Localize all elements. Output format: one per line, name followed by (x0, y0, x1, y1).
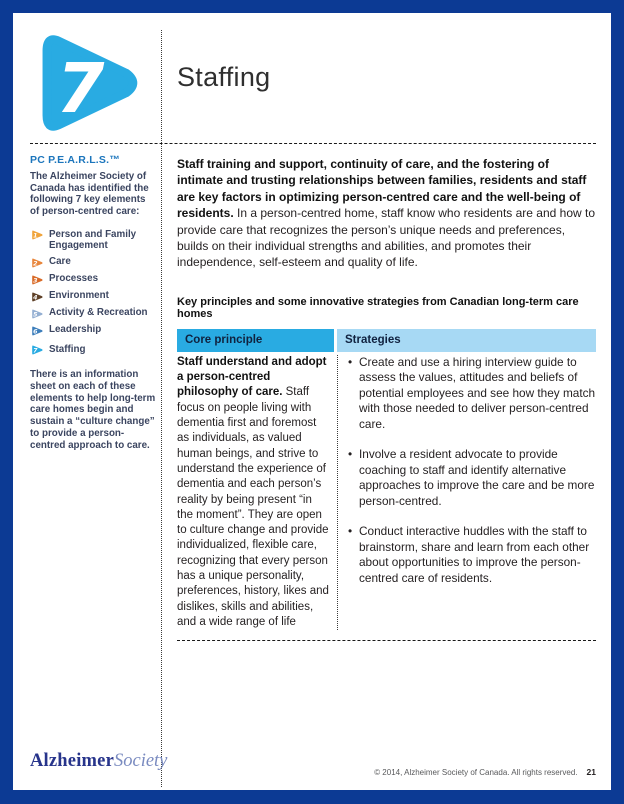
pearl-6-arrow-icon (30, 325, 44, 337)
strategy-item (348, 447, 596, 509)
principle-lead: Staff understand and adopt a person-centred philosophy of care. (177, 355, 327, 399)
principle-rest: Staff focus on people living with dementia first and foremost as individuals, as valued human beings, and strive to understand the experience of dementia and each person’s reality by being present “in the moment”. They are open to culture change and provide individualized, flexible care, recognizing that every person has a unique personality, preferences, history, likes and dislikes, skills and abilities, and a wide range of life (177, 386, 329, 628)
sidebar-item-processes (30, 273, 156, 286)
alzheimer-society-logo (30, 751, 167, 772)
strategy-text: Involve a resident advocate to provide coaching to staff and identify alternative approaches to improve the care and be more person-centred. (359, 447, 595, 508)
strategies-header: Strategies (337, 329, 596, 352)
pearl-7-arrow-icon (30, 344, 44, 356)
intro-rest: In a person-centred home, staff know who residents are and how to provide care that recognizes the person’s unique needs and preferences, builds on their individual strengths and abilities, and promotes their independence, self-esteem and quality of life. (177, 206, 596, 270)
svg-text:7: 7 (33, 347, 38, 355)
pearl-2-arrow-icon (30, 257, 44, 269)
svg-text:1: 1 (33, 232, 38, 240)
pearl-label: Person and Family Engagement (49, 228, 137, 252)
svg-text:3: 3 (33, 277, 38, 285)
bullet-icon: • (348, 354, 353, 369)
pearls-list (30, 229, 156, 357)
sidebar-note: There is an information sheet on each of these elements to help long-term care homes begin and sustain a “culture change” to provide a person-centred approach to care. (30, 369, 156, 451)
table-body-row (177, 355, 596, 641)
sidebar (30, 154, 156, 451)
pearl-label: Environment (49, 290, 109, 302)
chapter-7-arrow-logo (31, 27, 151, 144)
core-principle-cell (177, 355, 337, 630)
sidebar-item-person-and-family-engagement (30, 229, 156, 252)
sidebar-item-environment (30, 290, 156, 303)
sidebar-item-leadership (30, 324, 156, 337)
core-principle-header: Core principle (177, 329, 334, 352)
chapter-number: 7 (56, 49, 105, 130)
strategies-cell (337, 355, 596, 630)
sidebar-item-staffing (30, 344, 156, 357)
svg-text:6: 6 (33, 328, 38, 336)
pearl-4-arrow-icon (30, 291, 44, 303)
sidebar-item-activity-recreation (30, 307, 156, 320)
pearl-1-arrow-icon (30, 229, 44, 241)
strategy-text: Conduct interactive huddles with the staff to brainstorm, share and learn from each other about opportunities to improve the person-centred care of residents. (359, 524, 590, 585)
pearl-label: Activity & Recreation (49, 307, 148, 319)
intro-lead: Staff training and support, continuity of care, and the fostering of intimate and trusting relationships between families, residents and staff are key factors in optimizing person-centred care and the well-being of residents. (177, 157, 587, 221)
pearl-5-arrow-icon (30, 308, 44, 320)
sidebar-intro: The Alzheimer Society of Canada has identified the following 7 key elements of person-centred care: (30, 171, 149, 218)
logo-text-society: Society (113, 751, 168, 771)
intro-paragraph (177, 156, 596, 271)
main-content (177, 156, 596, 641)
pearl-label: Staffing (49, 343, 86, 355)
logo-text-alzheimer: Alzheimer (30, 751, 114, 771)
bullet-icon: • (348, 447, 353, 462)
table-heading: Key principles and some innovative strategies from Canadian long-term care homes (177, 295, 579, 320)
copyright-text: © 2014, Alzheimer Society of Canada. All rights reserved. (374, 768, 578, 777)
pearl-3-arrow-icon (30, 274, 44, 286)
svg-text:4: 4 (33, 294, 38, 302)
footer-copyright-row (374, 767, 596, 777)
play-arrow-icon (31, 27, 151, 139)
strategy-item (348, 355, 596, 433)
principles-table (177, 329, 596, 641)
table-header-row (177, 329, 596, 352)
page-title: Staffing (177, 62, 271, 92)
pearl-label: Leadership (49, 324, 102, 336)
bullet-icon: • (348, 524, 353, 539)
sidebar-item-care (30, 256, 156, 269)
strategy-text: Create and use a hiring interview guide to assess the values, attitudes and beliefs of potential employees and see how they match with those needed to deliver person-centred care. (359, 354, 596, 431)
page-number: 21 (586, 767, 596, 777)
pearl-label: Care (49, 256, 71, 268)
sidebar-heading: PC P.E.A.R.L.S.™ (30, 154, 120, 166)
svg-text:5: 5 (33, 311, 38, 319)
svg-text:2: 2 (33, 260, 38, 268)
pearl-label: Processes (49, 273, 99, 285)
strategy-item (348, 524, 596, 586)
